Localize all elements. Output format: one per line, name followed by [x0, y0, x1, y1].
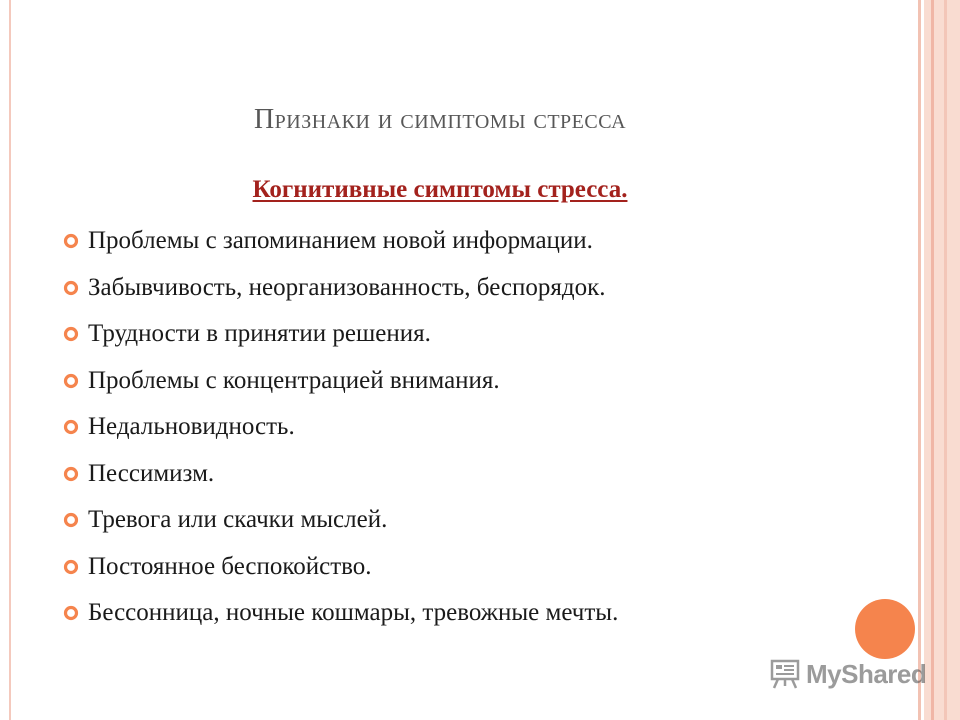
bullet-text: Трудности в принятии решения.	[88, 320, 431, 347]
right-decorative-band	[924, 0, 960, 720]
bullet-text: Бессонница, ночные кошмары, тревожные мечты.	[88, 599, 619, 626]
bullet-list	[62, 222, 618, 641]
bullet-item	[62, 501, 618, 548]
bullet-item	[62, 594, 618, 641]
bullet-item	[62, 455, 618, 502]
slide-subtitle: Когнитивные симптомы стресса.	[252, 176, 628, 203]
right-decorative-stripe-3	[944, 0, 947, 720]
bullet-text: Тревога или скачки мыслей.	[88, 506, 388, 533]
ring-bullet-icon	[62, 465, 80, 483]
bullet-text: Забывчивость, неорганизованность, беспорядок.	[88, 273, 606, 301]
bullet-item	[62, 548, 618, 595]
bullet-text: Постоянное беспокойство.	[88, 552, 372, 580]
ring-bullet-icon	[62, 325, 80, 343]
ring-bullet-icon	[62, 558, 80, 576]
ring-bullet-icon	[62, 372, 80, 390]
bullet-text: Проблемы с запоминанием новой информации.	[88, 227, 593, 254]
decorative-orange-circle	[855, 599, 915, 659]
presentation-board-icon	[768, 657, 802, 691]
right-decorative-stripe-2	[931, 0, 934, 720]
bullet-item	[62, 408, 618, 455]
bullet-text: Проблемы с концентрацией внимания.	[88, 366, 500, 394]
watermark-text: MyShared	[806, 658, 927, 689]
bullet-item	[62, 269, 618, 316]
ring-bullet-icon	[62, 279, 80, 297]
slide-title: Признаки и симптомы стресса	[253, 104, 627, 135]
bullet-text: Пессимизм.	[88, 459, 215, 487]
bullet-item	[62, 315, 618, 362]
watermark-logo	[768, 656, 926, 692]
bullet-item	[62, 222, 618, 269]
right-decorative-stripe-1	[918, 0, 921, 720]
bullet-text: Недальновидность.	[88, 413, 295, 440]
ring-bullet-icon	[62, 604, 80, 622]
ring-bullet-icon	[62, 511, 80, 529]
ring-bullet-icon	[62, 418, 80, 436]
bullet-item	[62, 362, 618, 409]
ring-bullet-icon	[62, 232, 80, 250]
